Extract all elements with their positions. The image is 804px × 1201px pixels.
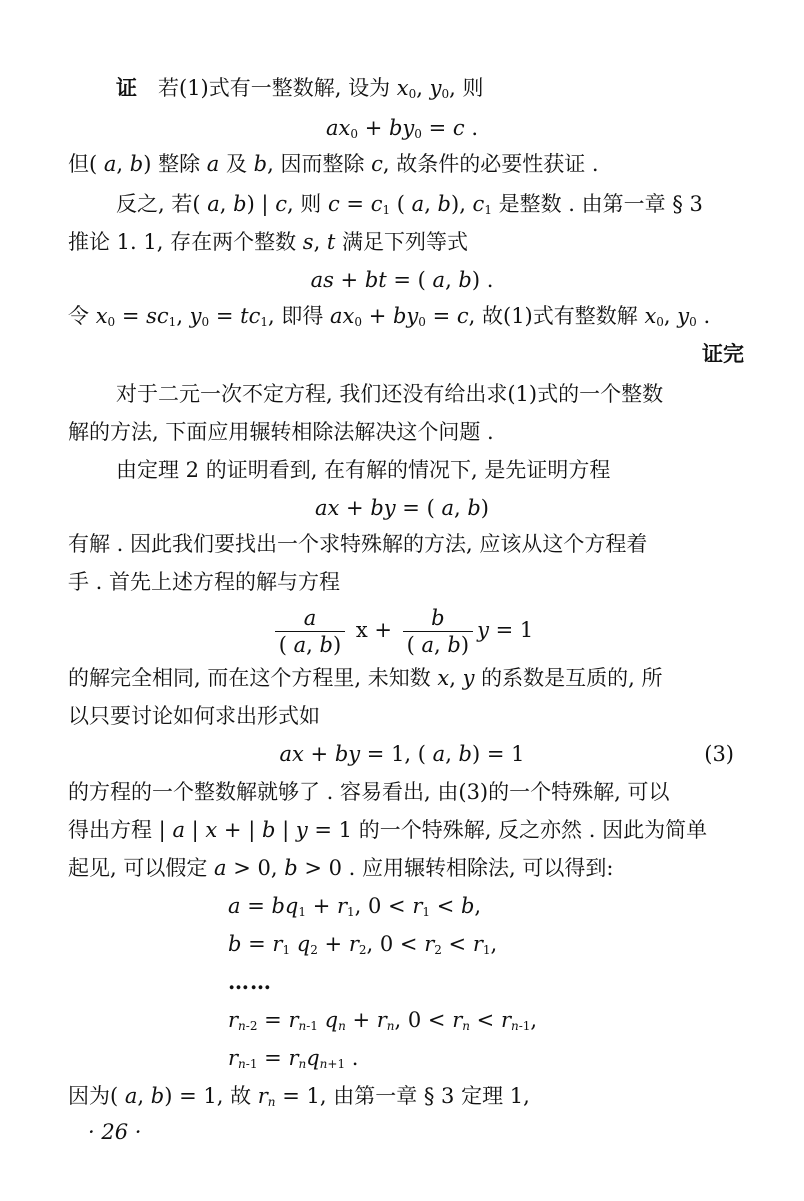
text-line-15: 的解完全相同, 而在这个方程里, 未知数 x, y 的系数是互质的, 所 bbox=[68, 666, 663, 690]
division-step-n: $r_{n-2} = r_{n-1}$ $q_n + r_n$, $0 < r_n < r_{n-1}$, bbox=[228, 1008, 538, 1033]
text-line-10: 解的方法, 下面应用辗转相除法解决这个问题 . bbox=[68, 420, 494, 444]
equation-3: ax + by = ( a, b) bbox=[314, 496, 489, 520]
text-line-20: 起见, 可以假定 a > 0, b > 0 . 应用辗转相除法, 可以得到: bbox=[68, 856, 614, 880]
division-step-1: $a = bq_1 + r_1$, $0 < r_1 < b$, bbox=[228, 894, 482, 919]
ellipsis: …… bbox=[228, 969, 272, 994]
proof-end: 证完 bbox=[702, 341, 744, 366]
page-number: · 26 · bbox=[88, 1120, 142, 1144]
text-line-18: 的方程的一个整数解就够了 . 容易看出, 由(3)的一个特殊解, 可以 bbox=[68, 780, 670, 804]
text-line-5: 推论 1. 1, 存在两个整数 s, t 满足下列等式 bbox=[68, 230, 469, 254]
text-line-9: 对于二元一次不定方程, 我们还没有给出求(1)式的一个整数 bbox=[116, 382, 664, 406]
equation-1: $ax_0 + by_0 = c$ . bbox=[326, 116, 478, 141]
text-line-14: 手 . 首先上述方程的解与方程 bbox=[68, 570, 341, 594]
text-line-16: 以只要讨论如何求出形式如 bbox=[68, 704, 320, 728]
fraction-equation: $\frac{a}{( a, b)}$ x + $\frac{b}{( a, b)}$ y = 1 bbox=[0, 600, 804, 660]
equation-3-labeled: ax + by = 1, ( a, b) = 1 (3) bbox=[279, 742, 734, 766]
text-line-4: 反之, 若( a, b) | c, 则 $c = c_1$ ( a, b), $c_1$ 是整数 . 由第一章 § 3 bbox=[116, 192, 703, 217]
division-step-last: $r_{n-1} = r_nq_{n+1}$ . bbox=[228, 1046, 359, 1071]
text-line-26: 因为( a, b) = 1, 故 $r_n = 1$, 由第一章 § 3 定理 1, bbox=[68, 1084, 530, 1109]
text-line-7: 令 $x_0 = sc_1$, $y_0 = tc_1$, 即得 $ax_0 + by_0 = c$, 故(1)式有整数解 $x_0$, $y_0$ . bbox=[68, 304, 711, 329]
text-line-13: 有解 . 因此我们要找出一个求特殊解的方法, 应该从这个方程着 bbox=[68, 532, 648, 556]
equation-number: (3) bbox=[704, 742, 734, 766]
text-line-11: 由定理 2 的证明看到, 在有解的情况下, 是先证明方程 bbox=[116, 458, 611, 482]
proof-line-1: 证 若(1)式有一整数解, 设为 $x_0$, $y_0$, 则 bbox=[116, 75, 484, 101]
fraction-a: $\frac{a}{( a, b)}$ bbox=[275, 605, 345, 658]
equation-2: as + bt = ( a, b) . bbox=[310, 268, 494, 292]
division-step-2: $b = r_1$ $q_2 + r_2$, $0 < r_2 < r_1$, bbox=[228, 932, 498, 957]
text-line-3: 但( a, b) 整除 a 及 b, 因而整除 c, 故条件的必要性获证 . bbox=[68, 152, 599, 176]
text-line-19: 得出方程 | a | x + | b | y = 1 的一个特殊解, 反之亦然 . 因此为简单 bbox=[68, 818, 708, 842]
fraction-b: $\frac{b}{( a, b)}$ bbox=[403, 605, 473, 658]
